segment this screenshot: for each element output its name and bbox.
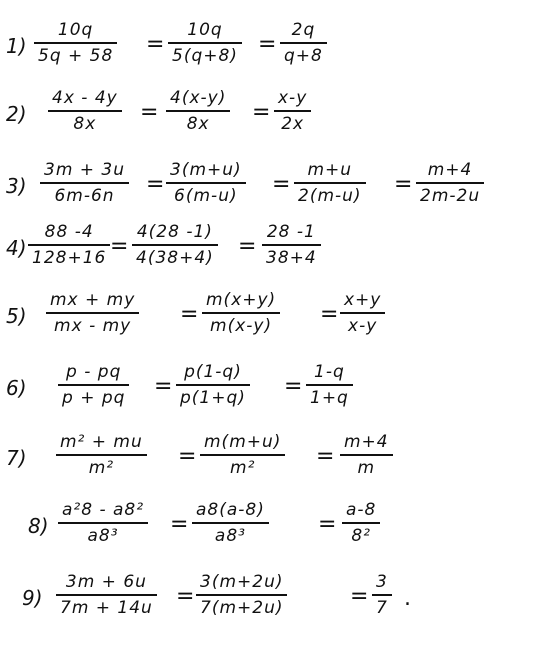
equals-sign: = xyxy=(272,172,291,197)
denominator: 5(q+8) xyxy=(172,46,238,66)
equals-sign: = xyxy=(320,302,339,327)
equals-sign: = xyxy=(146,32,165,57)
denominator: 2(m-u) xyxy=(298,186,362,206)
denominator: m² xyxy=(230,458,256,478)
problem-number: 6) xyxy=(6,376,27,400)
fraction xyxy=(262,222,321,268)
fraction xyxy=(280,20,327,66)
equals-sign: = xyxy=(154,374,173,399)
numerator: 4(x-y) xyxy=(170,88,227,108)
equals-sign: = xyxy=(110,234,129,259)
fraction xyxy=(274,88,311,134)
fraction xyxy=(46,290,139,336)
numerator: p(1-q) xyxy=(184,362,242,382)
denominator: p(1+q) xyxy=(180,388,246,408)
denominator: 8x xyxy=(186,114,210,134)
equals-sign: = xyxy=(170,512,189,537)
numerator: m+4 xyxy=(344,432,389,452)
denominator: 2m-2u xyxy=(420,186,481,206)
denominator: m(x-y) xyxy=(210,316,273,336)
numerator: 3(m+2u) xyxy=(200,572,284,592)
equals-sign: = xyxy=(394,172,413,197)
problem-row xyxy=(0,160,540,220)
numerator: x-y xyxy=(278,88,308,108)
numerator: m(m+u) xyxy=(204,432,282,452)
fraction xyxy=(166,88,230,134)
numerator: m+4 xyxy=(427,160,473,180)
numerator: 4(28 -1) xyxy=(136,222,213,242)
fraction xyxy=(340,432,393,478)
denominator: 7(m+2u) xyxy=(200,598,284,618)
denominator: a8³ xyxy=(214,526,246,546)
equals-sign: = xyxy=(252,100,271,125)
fraction xyxy=(340,290,385,336)
denominator: 4(38+4) xyxy=(136,248,214,268)
equals-sign: = xyxy=(178,444,197,469)
numerator: m+u xyxy=(307,160,353,180)
fraction xyxy=(28,222,110,268)
numerator: 3(m+u) xyxy=(170,160,242,180)
equals-sign: = xyxy=(316,444,335,469)
numerator: 28 -1 xyxy=(266,222,316,242)
problem-row xyxy=(0,290,540,350)
fraction xyxy=(306,362,353,408)
fraction xyxy=(196,572,287,618)
fraction xyxy=(342,500,380,546)
equals-sign: = xyxy=(258,32,277,57)
problem-row xyxy=(0,500,540,560)
denominator: 128+16 xyxy=(32,248,107,268)
fraction xyxy=(202,290,280,336)
problem-number: 2) xyxy=(6,102,27,126)
denominator: 5q + 58 xyxy=(38,46,114,66)
equals-sign: = xyxy=(180,302,199,327)
denominator: x-y xyxy=(348,316,378,336)
denominator: p + pq xyxy=(62,388,126,408)
fraction xyxy=(294,160,366,206)
fraction xyxy=(48,88,122,134)
equals-sign: = xyxy=(284,374,303,399)
equals-sign: = xyxy=(238,234,257,259)
denominator: 7m + 14u xyxy=(60,598,153,618)
fraction xyxy=(168,20,242,66)
problem-row xyxy=(0,20,540,80)
numerator: 3 xyxy=(376,572,388,592)
problem-number: 4) xyxy=(6,236,27,260)
numerator: a8(a-8) xyxy=(196,500,265,520)
denominator: m² xyxy=(88,458,115,478)
numerator: x+y xyxy=(344,290,382,310)
problem-row xyxy=(0,432,540,492)
numerator: mx + my xyxy=(50,290,136,310)
numerator: 4x - 4y xyxy=(52,88,118,108)
fraction xyxy=(56,572,157,618)
fraction xyxy=(176,362,250,408)
denominator: 1+q xyxy=(310,388,349,408)
numerator: 2q xyxy=(291,20,316,40)
denominator: 8x xyxy=(73,114,97,134)
problem-number: 3) xyxy=(6,174,27,198)
denominator: m xyxy=(357,458,376,478)
denominator: q+8 xyxy=(284,46,323,66)
problem-row xyxy=(0,572,540,632)
problem-number: 1) xyxy=(6,34,27,58)
denominator: 6m-6n xyxy=(54,186,115,206)
numerator: p - pq xyxy=(66,362,122,382)
problem-row xyxy=(0,88,540,148)
denominator: 8² xyxy=(351,526,371,546)
numerator: 10q xyxy=(57,20,94,40)
numerator: 3m + 6u xyxy=(65,572,147,592)
fraction xyxy=(132,222,218,268)
equals-sign: = xyxy=(146,172,165,197)
denominator: 2x xyxy=(281,114,305,134)
denominator: 7 xyxy=(376,598,388,618)
numerator: 10q xyxy=(187,20,223,40)
numerator: m(x+y) xyxy=(206,290,277,310)
denominator: mx - my xyxy=(54,316,132,336)
numerator: 1-q xyxy=(314,362,345,382)
numerator: a²8 - a8² xyxy=(62,500,145,520)
equals-sign: = xyxy=(318,512,337,537)
numerator: 88 -4 xyxy=(44,222,94,242)
fraction xyxy=(58,500,148,546)
problem-number: 8) xyxy=(28,514,49,538)
equals-sign: = xyxy=(140,100,159,125)
fraction xyxy=(192,500,269,546)
equals-sign: = xyxy=(176,584,195,609)
fraction xyxy=(56,432,147,478)
problem-row xyxy=(0,362,540,422)
problem-number: 5) xyxy=(6,304,27,328)
fraction xyxy=(58,362,129,408)
fraction xyxy=(372,572,392,618)
fraction xyxy=(40,160,129,206)
fraction xyxy=(166,160,246,206)
numerator: 3m + 3u xyxy=(44,160,126,180)
problem-number: 9) xyxy=(22,586,43,610)
problem-row xyxy=(0,222,540,282)
denominator: 38+4 xyxy=(266,248,317,268)
numerator: m² + mu xyxy=(60,432,143,452)
denominator: 6(m-u) xyxy=(174,186,238,206)
problem-number: 7) xyxy=(6,446,27,470)
numerator: a-8 xyxy=(346,500,377,520)
equals-sign: = xyxy=(350,584,369,609)
denominator: a8³ xyxy=(87,526,119,546)
fraction xyxy=(200,432,285,478)
fraction xyxy=(34,20,117,66)
final-period: . xyxy=(404,586,411,611)
fraction xyxy=(416,160,484,206)
